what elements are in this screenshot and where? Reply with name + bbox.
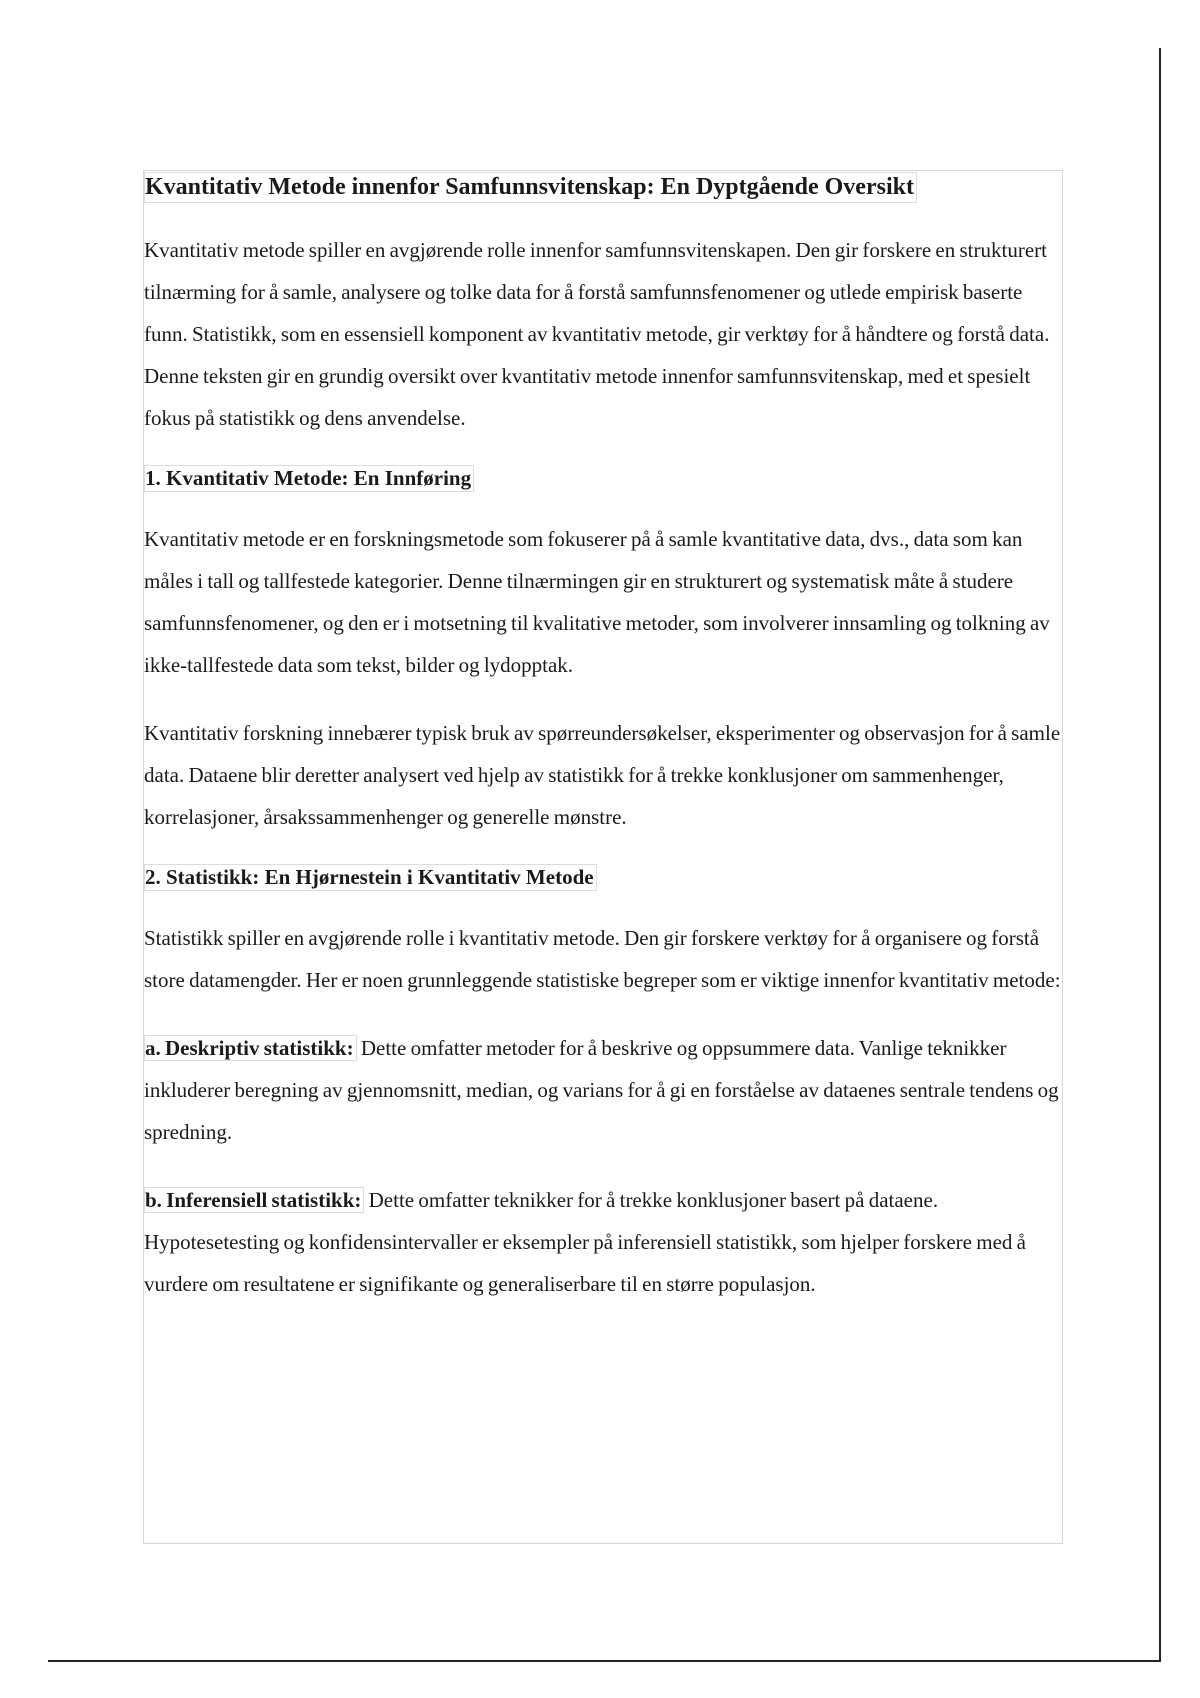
section-1-heading: 1. Kvantitativ Metode: En Innføring xyxy=(144,465,474,492)
descriptive-statistics-paragraph xyxy=(144,1027,1064,1153)
descriptive-statistics-label: a. Deskriptiv statistikk: xyxy=(144,1035,357,1061)
inferential-statistics-text: Dette omfatter teknikker for å trekke konklusjoner basert på dataene. Hypotesetesting og konfidensintervaller er eksempler på inferensiell statistikk, som hjelper forskere med å vurdere om resultatene er signifikante og generaliserbare til en større populasjon. xyxy=(144,1188,1026,1297)
section-2-paragraph-1: Statistikk spiller en avgjørende rolle i kvantitativ metode. Den gir forskere verktøy for å organisere og forstå store datamengder. Her er noen grunnleggende statistiske begreper som er viktige innenfor kvantitativ metode: xyxy=(144,926,1061,993)
document-body[interactable] xyxy=(144,172,1064,1331)
section-1-paragraph-1: Kvantitativ metode er en forskningsmetode som fokuserer på å samle kvantitative data, dvs., data som kan måles i tall og tallfestede kategorier. Denne tilnærmingen gir en strukturert og systematisk måte å studere samfunnsfenomener, og den er i motsetning til kvalitative metoder, som involverer innsamling og tolkning av ikke-tallfestede data som tekst, bilder og lydopptak. xyxy=(144,526,1050,677)
inferential-statistics-label: b. Inferensiell statistikk: xyxy=(144,1187,364,1213)
page-edge-bottom xyxy=(48,1660,1161,1662)
section-1-paragraph-2: Kvantitativ forskning innebærer typisk bruk av spørreundersøkelser, eksperimenter og observasjon for å samle data. Dataene blir deretter analysert ved hjelp av statistikk for å trekke konklusjoner om sammenhenger, korrelasjoner, årsakssammenhenger og generelle mønstre. xyxy=(144,720,1061,829)
page-edge-right xyxy=(1159,48,1161,1662)
intro-paragraph: Kvantitativ metode spiller en avgjørende rolle innenfor samfunnsvitenskapen. Den gir forskere en strukturert tilnærming for å samle, analysere og tolke data for å forstå samfunnsfenomener og utlede empirisk baserte funn. Statistikk, som en essensiell komponent av kvantitativ metode, gir verktøy for å håndtere og forstå data. Denne teksten gir en grundig oversikt over kvantitativ metode innenfor samfunnsvitenskap, med et spesielt fokus på statistikk og dens anvendelse. xyxy=(144,237,1050,430)
section-2-heading: 2. Statistikk: En Hjørnestein i Kvantitativ Metode xyxy=(144,864,597,891)
descriptive-statistics-text: Dette omfatter metoder for å beskrive og oppsummere data. Vanlige teknikker inkluderer beregning av gjennomsnitt, median, og varians for å gi en forståelse av dataenes sentrale tendens og spredning. xyxy=(144,1036,1059,1145)
document-title: Kvantitativ Metode innenfor Samfunnsvitenskap: En Dyptgående Oversikt xyxy=(144,172,917,203)
inferential-statistics-paragraph xyxy=(144,1179,1064,1305)
